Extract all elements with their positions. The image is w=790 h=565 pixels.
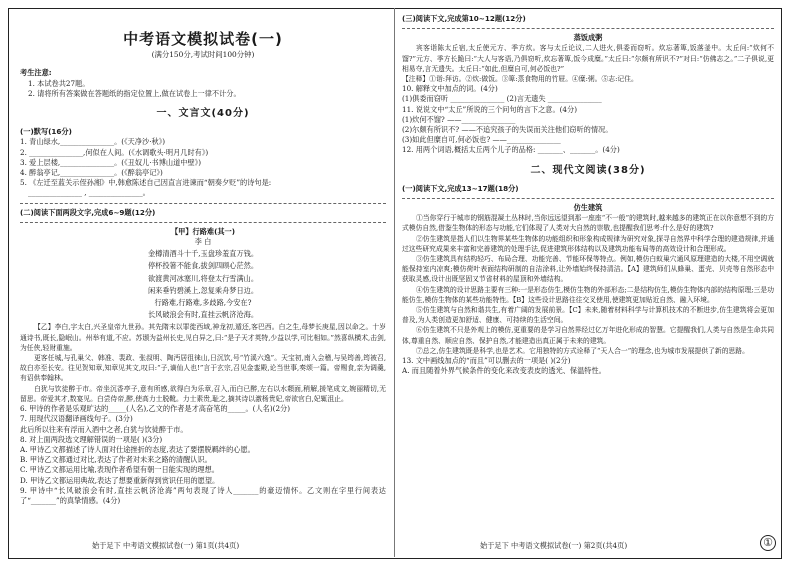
part-heading: (一)阅读下文,完成13~17题(18分) bbox=[402, 183, 519, 193]
question-item: 11. 说说文中“太丘”所说的三个问句的言下之意。(4分) bbox=[402, 104, 577, 114]
exam-subtitle: (满分150分,考试时间100分钟) bbox=[151, 50, 255, 60]
exam-title: 中考语文模拟试卷(一) bbox=[123, 30, 283, 48]
right-column bbox=[402, 14, 774, 534]
section-heading: 一、文言文(40分) bbox=[156, 108, 250, 120]
part-heading: (二)阅读下面两段文字,完成6~9题(12分) bbox=[20, 207, 156, 217]
answer-blank: _______________ , _______________。 bbox=[28, 188, 150, 198]
question-item: 7. 用现代汉语翻译画线句子。(3分) bbox=[20, 414, 133, 424]
prose-paragraph: 更客任城,与孔巢父、韩准、裴政、张叔明、陶沔居徂徕山,日沉饮,号“竹溪六逸”。天宝初,南入会稽,与吴筠善,筠被召,故白亦至长安。往见贺知章,知章见其文,叹曰:“子,谪仙人也!”言于玄宗,召见金銮殿,论当世事,奏颂一篇。帝赐食,亲为调羹,有诏供奉翰林。 bbox=[20, 354, 386, 383]
poem-line: 行路难,行路难,多歧路,今安在? bbox=[154, 298, 252, 308]
poem-title: 【甲】行路难(其一) bbox=[170, 226, 236, 236]
divider bbox=[402, 198, 774, 199]
question-item: (1)炊何不馏? ——_______________ bbox=[402, 114, 516, 124]
question-item: 1. 青山绿水,_______________。(《天净沙·秋》) bbox=[20, 137, 166, 147]
essay-paragraph: ⑥仿生建筑不只是外观上的模仿,更重要的是学习自然界经过亿万年进化形成的智慧。它提醒我们,人类与自然是生命共同体,尊重自然、顺应自然、保护自然,才能建造出真正属于未来的建筑。 bbox=[402, 326, 774, 345]
choice-item: A. 而且随着外界气候条件的变化来改变表皮的透光、保温特性。 bbox=[402, 366, 606, 376]
question-item: 3. 爱上层楼,_______________。(《丑奴儿·书博山道中壁》) bbox=[20, 157, 202, 167]
divider bbox=[20, 222, 386, 223]
poem-line: 闲来垂钓碧溪上,忽复乘舟梦日边。 bbox=[147, 285, 259, 295]
divider bbox=[402, 28, 774, 29]
question-item: 4. 醉翁亭记,_______________。(《醉翁亭记》) bbox=[20, 168, 163, 178]
article-title: 蒸饭成粥 bbox=[573, 33, 603, 43]
essay-paragraph: ⑤仿生建筑与自然和谐共生,有着广阔的发展前景。【C】未来,随着材料科学与计算机技术的不断进步,仿生建筑将会更加普及,为人类创造更加舒适、健康、可持续的生活空间。 bbox=[402, 306, 774, 325]
choice-item: A. 甲诗乙文都描述了诗人面对仕途挫折的态度,表达了要摆脱羁绊的心愿。 bbox=[20, 444, 255, 454]
left-column bbox=[20, 14, 386, 534]
essay-paragraph: ⑦总之,仿生建筑既是科学,也是艺术。它用独特的方式诠释了“天人合一”的理念,也为城市发展提供了新的思路。 bbox=[416, 346, 749, 355]
choice-item: C. 甲诗乙文都运用比喻,表现作者希望有朝一日能实现的理想。 bbox=[20, 465, 219, 475]
poem-line: 欲渡黄河冰塞川,将登太行雪满山。 bbox=[147, 273, 259, 283]
question-item: 6. 甲诗的作者是乐观旷达的_____(人名),乙文的作者是才高奋笔的_____。(人名)(2分) bbox=[20, 404, 291, 414]
corner-page-mark: ① bbox=[760, 535, 776, 551]
question-item: 8. 对上面两段选文理解错误的一项是( )(3分) bbox=[20, 434, 163, 444]
question-item: 2. _______________,何似在人间。(《水调歌头·明月几时有》) bbox=[20, 147, 209, 157]
essay-paragraph: ③仿生建筑具有结构轻巧、布局合理、功能完善、节能环保等特点。例如,模仿白蚁巢穴通风原理建造的大楼,不用空调就能保持室内凉爽;模仿荷叶表面结构研制的自洁涂料,让外墙始终保持清洁。【A】建筑师们从蜂巢、蛋壳、贝壳等自然形态中获取灵感,设计出既坚固又节省材料的屋顶和外墙结构。 bbox=[402, 255, 774, 284]
page-footer-right: 始于足下 中考语文模拟试卷(一) 第2页(共4页) bbox=[480, 541, 628, 550]
question-item: (2)尔颇有所识不? ——不追究孩子的失误而关注他们窃听的情况。 bbox=[402, 125, 613, 135]
prose-paragraph: 【乙】李白,字太白,兴圣皇帝九世孙。其先隋末以罪徙西域,神龙初,遁还,客巴西。白之生,母梦长庚星,因以命之。十岁通诗书,既长,隐岷山。州举有道,不应。苏颋为益州长史,见白异之,曰:“是子天才英特,少益以学,可比相如。”然喜纵横术,击剑,为任侠,轻财重施。 bbox=[20, 323, 386, 352]
notice-heading: 考生注意: bbox=[20, 68, 52, 78]
notice-item: 2. 请将所有答案做在答题纸的指定位置上,做在试卷上一律不计分。 bbox=[28, 88, 241, 98]
choice-item: B. 甲诗乙文都通过对比,表达了作者对未来之路的清醒认识。 bbox=[20, 455, 212, 465]
choice-item: D. 甲诗乙文都运用典故,表达了想要重新得到赏识任用的愿望。 bbox=[20, 475, 220, 485]
poem-author: 李 白 bbox=[194, 237, 212, 247]
poem-line: 金樽清酒斗十千,玉盘珍羞直万钱。 bbox=[147, 249, 259, 259]
essay-title: 仿生建筑 bbox=[573, 203, 603, 213]
poem-line: 长风破浪会有时,直挂云帆济沧海。 bbox=[147, 310, 259, 320]
question-item: 12. 用两个词语,概括太丘两个儿子的品格: _______、_______。(4分) bbox=[402, 145, 620, 155]
question-item: 5. 《左迁至蓝关示侄孙湘》中,韩愈陈述自己因直言进谏而“朝奏夕贬”的诗句是: bbox=[20, 178, 272, 188]
question-item: 10. 解释文中加点的词。(4分) bbox=[402, 84, 498, 94]
page-footer-left: 始于足下 中考语文模拟试卷(一) 第1页(共4页) bbox=[92, 541, 240, 550]
article-notes: 【注释】①诣:拜访。②炊:做饭。③箄:蒸食物用的竹屉。④糜:粥。⑤志:记住。 bbox=[402, 75, 638, 84]
question-item: (3)如此但糜自可,何必饭也? ——_______________ bbox=[402, 135, 561, 145]
question-item: (1)俱委而窃听 _______________ (2)言无遗失 _______________ bbox=[402, 94, 602, 104]
poem-line: 停杯投箸不能食,拔剑四顾心茫然。 bbox=[147, 261, 259, 271]
part-heading: (一)默写(16分) bbox=[20, 127, 72, 137]
notice-item: 1. 本试卷共27题。 bbox=[28, 78, 90, 88]
essay-paragraph: ④仿生建筑的设计思路主要有三种:一是形态仿生,模仿生物的外部形态;二是结构仿生,模仿生物体内部的结构原理;三是功能仿生,模仿生物体的某些功能特性。【B】这些设计思路往往交叉使用,使建筑更加贴近自然、融入环境。 bbox=[402, 285, 774, 304]
divider bbox=[20, 203, 386, 204]
essay-paragraph: ①当你穿行于城市的钢筋混凝土丛林时,当你远远望到那一座座“不一般”的建筑时,越来越多的建筑正在以你意想不到的方式模仿自然,借鉴生物体的形态与功能,它们体现了人类对大自然的崇敬,也提醒我们思考:什么是好的建筑? bbox=[402, 214, 774, 233]
part-heading: (三)阅读下文,完成第10~12题(12分) bbox=[402, 14, 526, 23]
question-item: 13. 文中画线加点的“而且”可以删去的一项是( )(2分) bbox=[402, 356, 571, 366]
question-item: 9. 甲诗中“长风破浪会有时,直挂云帆济沧海”两句表现了诗人_______的豪迈情怀。乙文则在字里行间表达了“_______”的真挚情感。(4分) bbox=[20, 485, 386, 505]
essay-paragraph: ②仿生建筑是指人们以生物界某些生物体的功能组织和形象构成规律为研究对象,探寻自然界中科学合理的建造规律,并通过这些研究成果来丰富和完善建筑的处理手法,促进建筑形体结构以及建筑功能布局等的高效设计和合理形成。 bbox=[402, 234, 774, 253]
section-heading: 二、现代文阅读(38分) bbox=[530, 164, 646, 176]
question-item: 此后所以往来有浮而入酒中之者,白犹与饮徒醉于市。 bbox=[20, 424, 188, 434]
prose-paragraph: 白犹与饮徒醉于市。帝坐沉香亭子,意有所感,欲得白为乐章,召入,而白已醉,左右以水頮面,稍解,援笔成文,婉丽精切,无留思。帝爱其才,数宴见。白尝侍帝,醉,使高力士脱靴。力士素贵,耻之,摘其诗以激杨贵妃,帝欲官白,妃辄沮止。 bbox=[20, 384, 386, 403]
article-paragraph: 宾客诣陈太丘宿,太丘使元方、季方炊。客与太丘论议,二人进火,俱委而窃听。炊忘著箄,饭落釜中。太丘问:“炊何不馏?”元方、季方长跪曰:“大人与客语,乃俱窃听,炊忘著箄,饭今成糜。”太丘曰:“尔颇有所识不?”对曰:“仿佛志之。”二子俱说,更相易夺,言无遗失。太丘曰:“如此,但糜自可,何必饭也?” bbox=[402, 44, 774, 73]
column-divider bbox=[394, 8, 395, 557]
